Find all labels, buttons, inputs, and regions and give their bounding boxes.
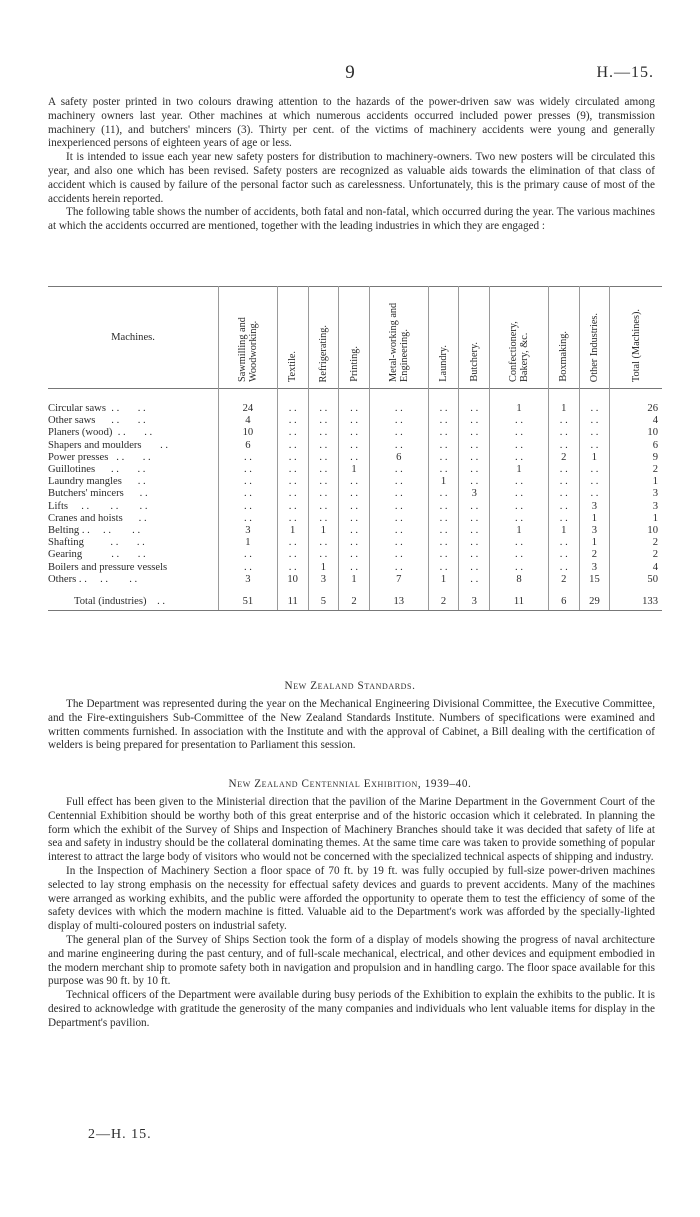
table-cell: 3 xyxy=(459,488,490,500)
dot-leader: . . xyxy=(122,512,147,524)
table-cell: . . xyxy=(308,501,339,513)
table-cell: . . xyxy=(548,513,579,525)
table-cell: . . xyxy=(459,574,490,586)
table-cell: . . xyxy=(459,562,490,574)
table-cell: . . xyxy=(490,537,549,549)
table-cell: . . xyxy=(277,452,308,464)
table-row xyxy=(48,476,662,488)
table-cell: . . xyxy=(277,562,308,574)
table-cell: . . xyxy=(459,513,490,525)
table-cell: . . xyxy=(339,562,370,574)
table-cell: . . xyxy=(369,537,428,549)
table-cell: . . xyxy=(219,464,278,476)
table-cell: . . xyxy=(428,513,459,525)
table-cell: . . xyxy=(277,549,308,561)
table-cell: 3 xyxy=(610,488,662,500)
column-header: Printing. xyxy=(339,287,370,389)
table-cell: . . xyxy=(459,549,490,561)
table-row xyxy=(48,501,662,513)
column-header: Total (Machines). xyxy=(610,287,662,389)
table-body xyxy=(48,389,662,611)
column-header: Refrigerating. xyxy=(308,287,339,389)
table-cell: 15 xyxy=(579,574,610,586)
dot-leader: . . . . xyxy=(89,525,141,537)
table-cell: . . xyxy=(548,464,579,476)
table-cell: 2 xyxy=(610,537,662,549)
machine-label: Laundry mangles xyxy=(48,476,122,488)
table-cell: . . xyxy=(428,525,459,537)
table-cell: 9 xyxy=(610,452,662,464)
table-cell: . . xyxy=(490,562,549,574)
machine-label: Butchers' mincers xyxy=(48,488,124,500)
table-row xyxy=(48,549,662,561)
table-cell: . . xyxy=(428,488,459,500)
machine-name xyxy=(48,574,219,586)
table-cell: . . xyxy=(277,476,308,488)
table-cell: . . xyxy=(490,427,549,439)
table-cell: . . xyxy=(490,476,549,488)
table-cell: . . xyxy=(339,427,370,439)
machine-label: Belting . . xyxy=(48,525,90,537)
table-row xyxy=(48,440,662,452)
table-cell: 6 xyxy=(548,594,579,611)
machine-name xyxy=(48,501,219,513)
table-cell: . . xyxy=(369,562,428,574)
table-row xyxy=(48,488,662,500)
table-cell: 1 xyxy=(428,476,459,488)
section-heading-standards: New Zealand Standards. xyxy=(284,680,416,692)
table-cell: 3 xyxy=(219,574,278,586)
table-cell: . . xyxy=(277,513,308,525)
table-cell: 1 xyxy=(610,476,662,488)
machines-column-header: Machines. xyxy=(111,332,155,343)
table-cell: . . xyxy=(308,403,339,415)
table-cell: . . xyxy=(339,452,370,464)
machine-label: Total (industries) xyxy=(74,596,147,608)
dot-leader: . . . . xyxy=(83,537,145,549)
machine-name xyxy=(48,562,219,574)
table-cell: . . xyxy=(219,562,278,574)
machine-label: Shafting xyxy=(48,537,84,549)
machine-name xyxy=(48,427,219,439)
table-cell: . . xyxy=(369,488,428,500)
table-cell: . . xyxy=(490,488,549,500)
table-cell: 3 xyxy=(610,501,662,513)
table-cell: . . xyxy=(459,525,490,537)
table-cell: . . xyxy=(308,427,339,439)
table-cell: 1 xyxy=(219,537,278,549)
table-cell: 1 xyxy=(308,562,339,574)
exhibition-text xyxy=(48,796,655,1031)
table-spacer-row xyxy=(48,586,662,594)
table-cell: . . xyxy=(277,403,308,415)
table-cell: . . xyxy=(369,440,428,452)
table-spacer-row xyxy=(48,389,662,404)
dot-leader: . . . . xyxy=(108,451,151,463)
table-cell: . . xyxy=(339,440,370,452)
table-cell: 11 xyxy=(490,594,549,611)
table-row xyxy=(48,427,662,439)
table-cell: . . xyxy=(339,476,370,488)
machine-name xyxy=(48,403,219,415)
table-cell: . . xyxy=(369,525,428,537)
table-cell: . . xyxy=(428,501,459,513)
table-cell: . . xyxy=(459,464,490,476)
table-cell: . . xyxy=(277,501,308,513)
machine-label: Power presses xyxy=(48,451,109,463)
table-cell: 10 xyxy=(277,574,308,586)
table-cell: 1 xyxy=(548,525,579,537)
table-cell: 10 xyxy=(610,525,662,537)
dot-leader: . . xyxy=(121,476,146,488)
table-cell: . . xyxy=(579,464,610,476)
machine-label: Circular saws xyxy=(48,403,106,414)
table-cell: . . xyxy=(308,549,339,561)
table-cell: 7 xyxy=(369,574,428,586)
accidents-table xyxy=(48,286,662,611)
column-header: Confectionery, Bakery, &c. xyxy=(490,287,549,389)
table-cell: . . xyxy=(490,452,549,464)
column-header: Laundry. xyxy=(428,287,459,389)
machine-name xyxy=(48,513,219,525)
table-cell: . . xyxy=(428,415,459,427)
table-cell: . . xyxy=(369,427,428,439)
machine-name xyxy=(48,452,219,464)
table-cell: . . xyxy=(548,476,579,488)
table-cell: 2 xyxy=(610,464,662,476)
machine-label: Cranes and hoists xyxy=(48,512,123,524)
table-cell: 1 xyxy=(490,464,549,476)
table-cell: 4 xyxy=(610,562,662,574)
table-row xyxy=(48,452,662,464)
table-cell: 2 xyxy=(548,452,579,464)
table-cell: 26 xyxy=(610,403,662,415)
machine-label: Guillotines xyxy=(48,464,96,476)
machine-name xyxy=(48,464,219,476)
column-header: Boxmaking. xyxy=(548,287,579,389)
paragraph: A safety poster printed in two colours drawing attention to the hazards of the power-driven saw was widely circulated among machinery owners last year. Other machines at which numerous accidents occurred included power presses (9), transmission machinery (11), and butchers' mincers (3). Thirty per cent. of the victims of machinery accidents were young and generally inexperienced persons of eighteen years of age or less. xyxy=(48,96,655,150)
table-cell: . . xyxy=(369,464,428,476)
machine-name xyxy=(48,415,219,427)
table-cell: . . xyxy=(369,513,428,525)
table-cell: 6 xyxy=(369,452,428,464)
table-cell: . . xyxy=(459,537,490,549)
table-cell: . . xyxy=(219,501,278,513)
paragraph: It is intended to issue each year new safety posters for distribution to machinery-owners. Two new posters will be circulated this year, and also one which has been revised. Safety posters are recognized as valuable aids towards the elimination of that class of accident which is caused by failure of the personal factor such as carelessness. Unfortunately, this is the primary cause of most of the accidents herein reported. xyxy=(48,151,655,205)
table-row xyxy=(48,574,662,586)
table-cell: 1 xyxy=(610,513,662,525)
table-cell: . . xyxy=(579,427,610,439)
table-cell: . . xyxy=(369,476,428,488)
table-cell: . . xyxy=(490,501,549,513)
table-cell: 1 xyxy=(548,403,579,415)
machine-name xyxy=(48,440,219,452)
table-cell: 2 xyxy=(339,594,370,611)
table-cell: 6 xyxy=(610,440,662,452)
table-cell: . . xyxy=(428,440,459,452)
paragraph: Full effect has been given to the Ministerial direction that the pavilion of the Marine Department in the Government Court of the Centennial Exhibition should be worthy both of this great enterprise and of the historic occasion which it celebrated. In planning the form which the exhibit of the Survey of Ships and Inspection of Machinery Branches should take it was decided that safety of life at sea and safety in industry should be the collateral dominating themes. At the same time care was taken to provide something of popular interest to attract the large body of visitors who would not be concerned with the specialized technical aspects of shipping and industry. xyxy=(48,796,655,864)
table-cell: . . xyxy=(459,415,490,427)
table-cell: 4 xyxy=(610,415,662,427)
table-cell: . . xyxy=(459,427,490,439)
table-cell: 3 xyxy=(579,525,610,537)
table-row xyxy=(48,525,662,537)
table-cell: . . xyxy=(459,476,490,488)
table-header-row xyxy=(48,287,662,389)
table-cell: 29 xyxy=(579,594,610,611)
table-cell: 1 xyxy=(579,537,610,549)
table-row xyxy=(48,562,662,574)
dot-leader: . . . . . . xyxy=(68,500,148,512)
paragraph: The Department was represented during the year on the Mechanical Engineering Divisional Committee, the Executive Committee, and the Fire-extinguishers Sub-Committee of the New Zealand Standards Institute. Numbers of specifications were examined and written comments furnished. In association with the Institute and with the approval of Cabinet, a Bill dealing with the certification of welders is being prepared for presentation to Parliament this session. xyxy=(48,698,655,752)
table-cell: . . xyxy=(219,488,278,500)
table-cell: . . xyxy=(369,403,428,415)
table-cell: . . xyxy=(339,415,370,427)
table-cell: . . xyxy=(308,440,339,452)
table-cell: . . xyxy=(490,415,549,427)
table-cell: . . xyxy=(308,476,339,488)
table-cell: . . xyxy=(490,513,549,525)
table-cell: . . xyxy=(369,549,428,561)
machine-name xyxy=(48,594,219,611)
dot-leader: . . . . xyxy=(105,403,146,414)
table-cell: . . xyxy=(277,488,308,500)
table-row xyxy=(48,513,662,525)
table-cell: . . xyxy=(548,488,579,500)
table-cell: . . xyxy=(428,427,459,439)
table-cell: . . xyxy=(308,452,339,464)
machine-label: Gearing xyxy=(48,549,83,561)
table-cell: . . xyxy=(548,415,579,427)
table-cell: . . xyxy=(579,440,610,452)
machine-label: Others . . xyxy=(48,573,87,585)
dot-leader: . . . . xyxy=(112,427,153,439)
table-row xyxy=(48,415,662,427)
table-cell: . . xyxy=(548,501,579,513)
machine-name xyxy=(48,525,219,537)
column-header: Textile. xyxy=(277,287,308,389)
machine-label: Other saws xyxy=(48,415,96,427)
paragraph: The following table shows the number of accidents, both fatal and non-fatal, which occurred during the year. The various machines at which the accidents occurred are mentioned, together with the leading industries in which they are engaged : xyxy=(48,206,655,233)
table-cell: . . xyxy=(277,440,308,452)
table-cell: . . xyxy=(428,452,459,464)
table-row xyxy=(48,403,662,415)
paragraph: The general plan of the Survey of Ships Section took the form of a display of models showing the progress of naval architecture and marine engineering during the past century, and of full-scale mechanical, electrical, and other devices and equipment embodied in the modern merchant ship to promote safety both in navigation and propulsion and in handling cargo. The floor space available for this purpose was 90 ft. by 10 ft. xyxy=(48,933,655,988)
table-cell: . . xyxy=(219,476,278,488)
table-cell: 1 xyxy=(277,525,308,537)
dot-leader: . . . . xyxy=(95,464,146,476)
table-cell: . . xyxy=(339,549,370,561)
machine-label: Boilers and pressure vessels xyxy=(48,561,168,573)
table-cell: . . xyxy=(277,537,308,549)
column-header: Metal-working and Engineering. xyxy=(369,287,428,389)
paragraph: In the Inspection of Machinery Section a floor space of 70 ft. by 19 ft. was fully occupied by full-size power-driven machines selected to lay strong emphasis on the necessity for effectual safety devices and guards to prevent accidents. Many of the machines were arranged as working exhibits, and the public were afforded the opportunity to operate them to test the efficiency of some of the safety devices with which the modern machine is fitted. Valuable aid to the Department's work was afforded by the specially-lighted display of multi-coloured posters on industrial safety. xyxy=(48,864,655,933)
table-cell: 3 xyxy=(219,525,278,537)
table-cell: 51 xyxy=(219,594,278,611)
table-cell: . . xyxy=(308,537,339,549)
table-cell: . . xyxy=(548,562,579,574)
table-cell: 2 xyxy=(428,594,459,611)
table-cell: 3 xyxy=(579,501,610,513)
column-header: Sawmilling and Woodworking. xyxy=(219,287,278,389)
table-cell: . . xyxy=(277,415,308,427)
table-cell: . . xyxy=(428,562,459,574)
table-cell: . . xyxy=(308,488,339,500)
table-cell: 133 xyxy=(610,594,662,611)
table-cell: . . xyxy=(339,501,370,513)
dot-leader: . . xyxy=(123,488,148,500)
table-cell: . . xyxy=(579,415,610,427)
column-header: Other Industries. xyxy=(579,287,610,389)
table-cell: 10 xyxy=(610,427,662,439)
page-number: 9 xyxy=(345,62,355,83)
table-cell: 4 xyxy=(219,415,278,427)
machine-name xyxy=(48,549,219,561)
document-reference: H.—15. xyxy=(596,64,654,81)
table-cell: 1 xyxy=(490,403,549,415)
machine-label: Planers (wood) xyxy=(48,427,113,439)
dot-leader: . . . . xyxy=(86,573,138,585)
machine-name xyxy=(48,476,219,488)
table-row xyxy=(48,537,662,549)
table-cell: 1 xyxy=(490,525,549,537)
table-cell: 11 xyxy=(277,594,308,611)
table-cell: 50 xyxy=(610,574,662,586)
table-cell: . . xyxy=(219,452,278,464)
table-cell: 6 xyxy=(219,440,278,452)
table-cell: . . xyxy=(579,403,610,415)
table-cell: 2 xyxy=(548,574,579,586)
table-cell: 3 xyxy=(459,594,490,611)
table-cell: 5 xyxy=(308,594,339,611)
table-cell: . . xyxy=(308,464,339,476)
table-cell: . . xyxy=(428,537,459,549)
dot-leader: . . . . xyxy=(95,415,146,427)
table-cell: . . xyxy=(219,549,278,561)
dot-leader: . . xyxy=(141,439,169,451)
table-cell: 1 xyxy=(428,574,459,586)
dot-leader: . . . . xyxy=(82,549,146,561)
table-cell: . . xyxy=(339,537,370,549)
table-cell: 3 xyxy=(308,574,339,586)
machine-label: Lifts xyxy=(48,500,69,512)
table-cell: . . xyxy=(548,549,579,561)
table-cell: 1 xyxy=(339,574,370,586)
table-cell: 1 xyxy=(579,452,610,464)
table-cell: 10 xyxy=(219,427,278,439)
table-cell: 2 xyxy=(579,549,610,561)
table-cell: . . xyxy=(428,464,459,476)
column-header: Butchery. xyxy=(459,287,490,389)
table-cell: . . xyxy=(459,501,490,513)
table-cell: . . xyxy=(459,452,490,464)
table-cell: . . xyxy=(548,440,579,452)
table-total-row xyxy=(48,594,662,611)
table-cell: . . xyxy=(459,440,490,452)
table-cell: 2 xyxy=(610,549,662,561)
table-cell: . . xyxy=(428,549,459,561)
table-cell: . . xyxy=(459,403,490,415)
table-cell: . . xyxy=(579,488,610,500)
table-cell: . . xyxy=(339,488,370,500)
table-cell: . . xyxy=(548,427,579,439)
standards-text xyxy=(48,698,655,753)
table-cell: . . xyxy=(579,476,610,488)
table-cell: 13 xyxy=(369,594,428,611)
table-cell: 1 xyxy=(339,464,370,476)
intro-text xyxy=(48,96,655,234)
table-row xyxy=(48,464,662,476)
table-cell: . . xyxy=(548,537,579,549)
table-cell: . . xyxy=(339,403,370,415)
table-cell: 8 xyxy=(490,574,549,586)
machine-label: Shapers and moulders xyxy=(48,439,142,451)
table-cell: . . xyxy=(490,549,549,561)
table-cell: . . xyxy=(369,415,428,427)
dot-leader: . . xyxy=(146,596,166,608)
section-heading-exhibition: New Zealand Centennial Exhibition, 1939–40. xyxy=(228,778,472,790)
paragraph: Technical officers of the Department were available during busy periods of the Exhibition to explain the exhibits to the public. It is desired to acknowledge with gratitude the generosity of the many companies and individuals who lent valuable items for display in the Department's pavilion. xyxy=(48,989,655,1029)
table-cell: . . xyxy=(308,415,339,427)
table-cell: . . xyxy=(369,501,428,513)
machine-name xyxy=(48,488,219,500)
table-cell: 1 xyxy=(308,525,339,537)
table-cell: 24 xyxy=(219,403,278,415)
footer-signature: 2—H. 15. xyxy=(88,1127,152,1142)
table-cell: . . xyxy=(277,427,308,439)
machine-name xyxy=(48,537,219,549)
table-cell: . . xyxy=(339,525,370,537)
table-cell: 3 xyxy=(579,562,610,574)
table-cell: . . xyxy=(490,440,549,452)
table-cell: . . xyxy=(339,513,370,525)
table-cell: 1 xyxy=(579,513,610,525)
table-cell: . . xyxy=(308,513,339,525)
table-cell: . . xyxy=(277,464,308,476)
table-cell: . . xyxy=(219,513,278,525)
table-cell: . . xyxy=(428,403,459,415)
